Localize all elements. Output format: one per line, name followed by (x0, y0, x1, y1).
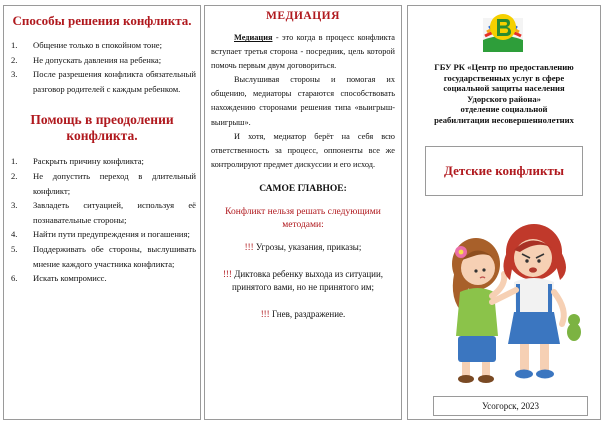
panel-left (3, 5, 201, 420)
org-line: реабилитации несовершеннолетних (434, 114, 574, 125)
list-number: 5. (11, 243, 18, 254)
mediation-term: Медиация (234, 33, 273, 42)
exclamation-marks: !!! (244, 241, 254, 252)
heading-conflict-resolution: Способы решения конфликта. (12, 13, 192, 28)
list-text: После разрешения конфликта обязательный разговор родителей с каждым ребенком. (33, 69, 196, 94)
list-text: Не допускать давления на ребенка; (33, 54, 162, 65)
forbidden-method-item (205, 268, 401, 294)
list-number: 2. (11, 170, 18, 181)
list-text: Общение только в спокойном тоне; (33, 40, 162, 50)
list-number: 1. (11, 156, 18, 167)
arguing-girls-illustration (434, 214, 586, 389)
help-list (4, 154, 200, 285)
org-line: ГБУ РК «Центр по предоставлению (434, 62, 574, 72)
list-item (4, 271, 200, 286)
list-number: 3. (11, 200, 18, 211)
list-text: Поддерживать обе стороны, выслушивать мнение каждого участника конфликта; (33, 243, 196, 269)
list-item (4, 67, 200, 96)
brochure-title: Детские конфликты (425, 146, 583, 196)
list-number: 1. (11, 40, 18, 50)
list-item (4, 53, 200, 68)
org-line: Удорского района» (467, 93, 541, 104)
mediation-paragraph-2: Выслушивая стороны и помогая их общению, медиаторы стараются способствовать нахождению сторонами решения типа «выигрыш-выигрыш». (211, 75, 395, 127)
resolution-list (4, 38, 200, 96)
mediation-title: МЕДИАЦИЯ (266, 10, 340, 22)
list-text: Не допустить переход в длительный конфликт; (33, 170, 196, 196)
list-text: Раскрыть причину конфликта; (33, 156, 144, 167)
list-item (4, 169, 200, 198)
footer-location-year: Усогорск, 2023 (433, 396, 588, 416)
org-line: государственных услуг в сфере (443, 72, 565, 83)
organization-logo (481, 10, 525, 54)
mediation-paragraph-3: И хотя, медиатор берёт на себя всю ответственность за процесс, оппоненты все же контролируют предмет дискуссии и его исход. (211, 131, 395, 169)
exclamation-marks: !!! (260, 308, 270, 319)
forbidden-methods-subtitle: Конфликт нельзя решать следующими методами: (225, 206, 381, 230)
list-item (4, 227, 200, 242)
panel-right (407, 5, 601, 420)
forbidden-method-text: Угрозы, указания, приказы; (253, 241, 362, 252)
forbidden-method-text: Гнев, раздражение. (269, 308, 346, 319)
panel-middle (204, 5, 402, 420)
list-number: 2. (11, 54, 18, 65)
list-number: 3. (11, 69, 18, 80)
list-text: Найти пути предупреждения и погашения; (33, 229, 190, 240)
org-line: отделение социальной (460, 104, 548, 115)
forbidden-method-text: Диктовка ребенку выхода из ситуации, принятого вами, но не принятого им; (231, 268, 384, 292)
org-line: социальной защиты населения (443, 83, 565, 94)
list-item (4, 198, 200, 227)
list-item (4, 154, 200, 169)
list-item (4, 38, 200, 53)
exclamation-marks: !!! (222, 268, 232, 279)
main-heading: САМОЕ ГЛАВНОЕ: (259, 183, 347, 194)
list-number: 4. (11, 229, 18, 240)
list-number: 6. (11, 273, 18, 284)
list-text: Завладеть ситуацией, используя её познавательные стороны; (33, 200, 196, 225)
list-item (4, 242, 200, 271)
mediation-definition: - это когда в процесс конфликта вступает третья сторона - посредник, цель которой помочь первым двум договориться. (211, 33, 395, 71)
list-text: Искать компромисс. (33, 273, 107, 284)
heading-help-overcoming: Помощь в преодолении конфликта. (30, 112, 174, 144)
mediation-paragraph-1 (205, 31, 401, 73)
forbidden-method-item (205, 308, 401, 321)
organization-name (408, 62, 600, 126)
forbidden-method-item (205, 241, 401, 254)
